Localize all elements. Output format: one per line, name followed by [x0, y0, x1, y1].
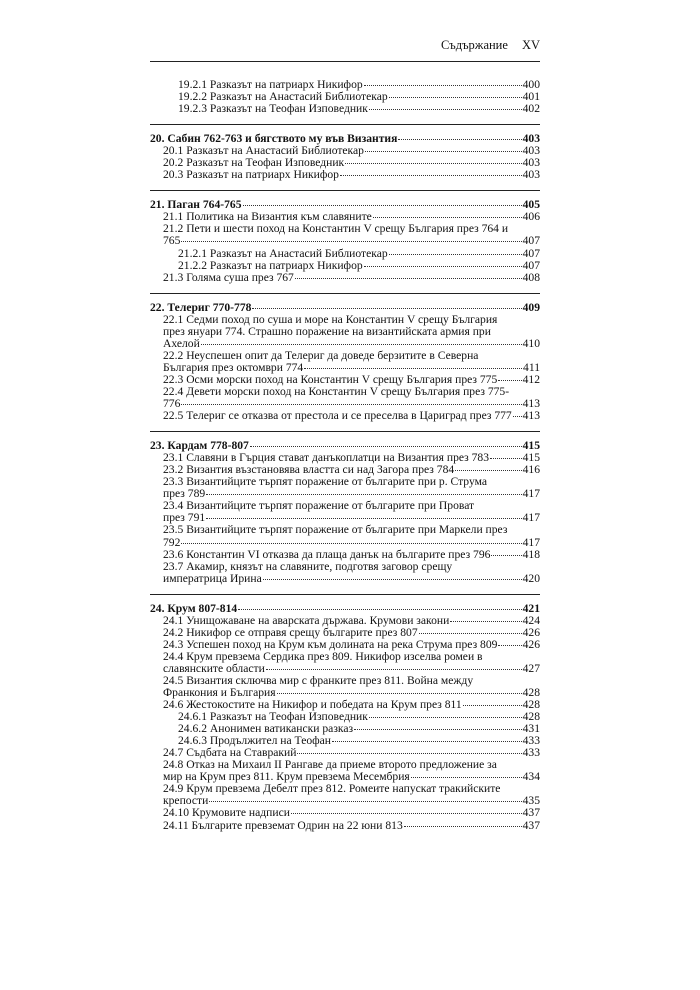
entry-line: 22.2 Неуспешен опит да Телериг да доведе берзитите в Северна: [163, 348, 479, 362]
entry-page-number: 407: [522, 246, 540, 260]
entry-page-number: 431: [522, 722, 540, 736]
entry-page-number: 426: [522, 637, 540, 651]
entry-title: крепости: [163, 794, 209, 808]
toc-entry: [150, 350, 540, 374]
dot-leader: [411, 777, 522, 778]
dot-leader: [263, 579, 522, 580]
dot-leader: [304, 368, 522, 369]
entry-page-number: 415: [522, 451, 540, 465]
entry-page-number: 433: [522, 734, 540, 748]
dot-leader: [455, 470, 521, 471]
dot-leader: [491, 555, 521, 556]
entry-title: 24. Крум 807-814: [150, 601, 238, 615]
entry-page-number: 405: [522, 198, 540, 212]
entry-title: 24.6.1 Разказът на Теофан Изповедник: [178, 710, 368, 724]
dot-leader: [490, 458, 522, 459]
entry-line: 23.4 Византийците търпят поражение от българите при Проват: [163, 499, 475, 513]
entry-row: [163, 573, 540, 585]
entry-title: 24.11 Българите превземат Одрин на 22 юни 813: [163, 818, 403, 832]
entry-title: 21.2.2 Разказът на патриарх Никифор: [178, 258, 363, 272]
entry-title: императрица Ирина: [163, 571, 262, 585]
toc-section: [150, 431, 540, 585]
dot-leader: [345, 163, 521, 164]
dot-leader: [389, 97, 522, 98]
toc-section: [150, 124, 540, 181]
dot-leader: [419, 633, 522, 634]
entry-title: 21.2.1 Разказът на Анастасий Библиотекар: [178, 246, 388, 260]
dot-leader: [181, 543, 521, 544]
entry-page-number: 424: [522, 613, 540, 627]
toc-entry: [150, 272, 540, 284]
entry-page-number: 411: [523, 360, 540, 374]
dot-leader: [209, 801, 521, 802]
entry-title: 792: [163, 535, 181, 549]
entry-page-number: 402: [522, 102, 540, 116]
dot-leader: [206, 518, 521, 519]
toc-entry: [150, 103, 540, 115]
entry-title: 24.1 Унищожаване на аварската държава. Крумови закони: [163, 613, 450, 627]
entry-page-number: 435: [522, 794, 540, 808]
toc-entry: [150, 783, 540, 807]
dot-leader: [463, 705, 522, 706]
toc-entry: [150, 476, 540, 500]
entry-title: България през октомври 774: [163, 360, 304, 374]
entry-title: 20.1 Разказът на Анастасий Библиотекар: [163, 144, 364, 158]
entry-row: [163, 272, 540, 284]
toc-entry: [150, 561, 540, 585]
dot-leader: [277, 693, 522, 694]
entry-page-number: 403: [522, 156, 540, 170]
entry-title: 20. Сабин 762-763 и бягството му във Византия: [150, 132, 398, 146]
entry-page-number: 428: [522, 698, 540, 712]
toc-entry: [150, 524, 540, 548]
chapter-heading: [150, 302, 540, 314]
entry-title: мир на Крум през 811. Крум превзема Месембрия: [163, 770, 410, 784]
entry-title: 24.10 Крумовите надписи: [163, 806, 290, 820]
entry-line: 24.9 Крум превзема Дебелт през 812. Ромеите напускат тракийските: [163, 782, 501, 796]
entry-page-number: 406: [522, 210, 540, 224]
entry-row: [163, 820, 540, 832]
entry-title: 19.2.3 Разказът на Теофан Изповедник: [178, 102, 368, 116]
entry-page-number: 427: [522, 661, 540, 675]
header-title: Съдържание: [440, 38, 508, 52]
entry-line: 23.7 Акамир, князът на славяните, подготвя заговор срещу: [163, 559, 453, 573]
header-rule: [150, 61, 540, 62]
toc-entry: [150, 615, 540, 627]
entry-title: 20.3 Разказът на патриарх Никифор: [163, 168, 339, 182]
entry-row: [163, 169, 540, 181]
entry-title: Франкония и България: [163, 686, 276, 700]
entry-page-number: 434: [522, 770, 540, 784]
toc-entry: [150, 314, 540, 350]
entry-title: 24.6.3 Продължител на Теофан: [178, 734, 331, 748]
entry-row: [163, 410, 540, 422]
entry-page-number: 403: [522, 168, 540, 182]
entry-page-number: 417: [522, 487, 540, 501]
toc-section: [150, 594, 540, 832]
entry-page-number: 415: [522, 439, 540, 453]
entry-title: 21.3 Голяма суша през 767: [163, 270, 294, 284]
dot-leader: [250, 446, 522, 447]
dot-leader: [364, 85, 522, 86]
entry-line: 24.8 Отказ на Михаил II Рангаве да приеме второто предложение за: [163, 758, 497, 772]
entry-page-number: 428: [522, 710, 540, 724]
dot-leader: [295, 278, 522, 279]
dot-leader: [373, 217, 522, 218]
entry-page-number: 400: [522, 78, 540, 91]
entry-page-number: 412: [522, 372, 540, 386]
entry-page-number: 433: [522, 746, 540, 760]
entry-page-number: 416: [522, 463, 540, 477]
entry-title: 20.2 Разказът на Теофан Изповедник: [163, 156, 345, 170]
entry-page-number: 420: [522, 571, 540, 585]
entry-line: през януари 774. Страшно поражение на византийската армия при: [163, 324, 491, 338]
entry-title: 23.6 Константин VI отказва да плаща данък на българите през 796: [163, 547, 491, 561]
entry-title: 24.3 Успешен поход на Крум към долината на река Струма през 809: [163, 637, 498, 651]
toc-entry: [150, 820, 540, 832]
dot-leader: [181, 404, 521, 405]
toc-entry: [150, 260, 540, 272]
toc-entry: [150, 500, 540, 524]
entry-title: 23. Кардам 778-807: [150, 439, 249, 453]
entry-title: 24.7 Съдбата на Ставракий: [163, 746, 297, 760]
dot-leader: [181, 241, 521, 242]
toc-section: [150, 79, 540, 115]
entry-row: [178, 248, 540, 260]
dot-leader: [266, 669, 522, 670]
entry-title: 24.2 Никифор се отправя срещу българите през 807: [163, 625, 418, 639]
dot-leader: [238, 609, 521, 610]
dot-leader: [513, 416, 522, 417]
entry-page-number: 437: [522, 806, 540, 820]
entry-line: 23.5 Византийците търпят поражение от българите при Маркели през: [163, 523, 508, 537]
table-of-contents: [150, 79, 540, 832]
entry-title: 24.6 Жестокостите на Никифор и победата на Крум през 811: [163, 698, 462, 712]
dot-leader: [389, 254, 522, 255]
dot-leader: [252, 308, 521, 309]
entry-page-number: 407: [522, 258, 540, 272]
entry-page-number: 408: [522, 270, 540, 284]
entry-page-number: 428: [522, 686, 540, 700]
entry-page-number: 421: [522, 601, 540, 615]
entry-title: 22.5 Телериг се отказва от престола и се преселва в Цариград през 777: [163, 409, 512, 423]
entry-title: Ахелой: [163, 336, 200, 350]
entry-line: 24.5 Византия сключва мир с франките през 811. Война между: [163, 673, 474, 687]
toc-section: [150, 293, 540, 422]
toc-entry: [150, 386, 540, 410]
entry-page-number: 413: [522, 397, 540, 411]
toc-entry: [150, 410, 540, 422]
entry-title: 21. Паган 764-765: [150, 198, 242, 212]
dot-leader: [365, 151, 522, 152]
entry-title: 765: [163, 234, 181, 248]
toc-entry: [150, 549, 540, 561]
entry-title: 23.2 Византия възстановява властта си над Загора през 784: [163, 463, 455, 477]
entry-page-number: 409: [522, 300, 540, 314]
entry-page-number: 426: [522, 625, 540, 639]
toc-entry: [150, 807, 540, 819]
entry-title: 19.2.1 Разказът на патриарх Никифор: [178, 78, 363, 91]
dot-leader: [369, 717, 522, 718]
dot-leader: [398, 139, 521, 140]
chapter-heading: [150, 603, 540, 615]
dot-leader: [201, 344, 522, 345]
entry-line: 24.4 Крум превзема Сердика през 809. Никифор изселва ромеи в: [163, 649, 483, 663]
entry-page-number: 407: [522, 234, 540, 248]
dot-leader: [498, 380, 521, 381]
entry-page-number: 410: [522, 336, 540, 350]
entry-row: [178, 260, 540, 272]
entry-title: през 789: [163, 487, 206, 501]
toc-entry: [150, 169, 540, 181]
dot-leader: [340, 175, 522, 176]
toc-entry: [150, 248, 540, 260]
entry-row: [163, 549, 540, 561]
entry-title: 19.2.2 Разказът на Анастасий Библиотекар: [178, 90, 388, 104]
toc-entry: [150, 223, 540, 247]
entry-row: [163, 537, 540, 549]
entry-page-number: 417: [522, 511, 540, 525]
dot-leader: [354, 729, 522, 730]
toc-entry: [150, 651, 540, 675]
entry-title: 22. Телериг 770-778: [150, 300, 252, 314]
entry-title: 24.6.2 Анонимен ватикански разказ: [178, 722, 354, 736]
entry-page-number: 413: [522, 409, 540, 423]
entry-page-number: 417: [522, 535, 540, 549]
entry-page-number: 403: [522, 132, 540, 146]
entry-line: 23.3 Византийците търпят поражение от българите при р. Струма: [163, 475, 488, 489]
dot-leader: [206, 494, 521, 495]
entry-title: 776: [163, 397, 181, 411]
dot-leader: [364, 266, 522, 267]
entry-row: [163, 807, 540, 819]
toc-entry: [150, 675, 540, 699]
dot-leader: [332, 741, 522, 742]
entry-title: през 791: [163, 511, 206, 525]
dot-leader: [291, 813, 522, 814]
entry-page-number: 401: [522, 90, 540, 104]
entry-line: 21.2 Пети и шести поход на Константин V срещу България през 764 и: [163, 222, 509, 236]
entry-line: 22.1 Седми поход по суша и море на Константин V срещу България: [163, 312, 498, 326]
dot-leader: [369, 109, 522, 110]
dot-leader: [404, 826, 522, 827]
toc-section: [150, 190, 540, 283]
header-page-number: XV: [521, 38, 540, 52]
entry-title: 21.1 Политика на Византия към славяните: [163, 210, 372, 224]
dot-leader: [297, 753, 521, 754]
entry-row: [178, 103, 540, 115]
dot-leader: [450, 621, 521, 622]
entry-row: [163, 235, 540, 247]
entry-title: славянските области: [163, 661, 265, 675]
dot-leader: [498, 645, 521, 646]
entry-title: 22.3 Осми морски поход на Константин V срещу България през 775: [163, 372, 498, 386]
entry-page-number: 403: [522, 144, 540, 158]
dot-leader: [243, 205, 522, 206]
entry-line: 22.4 Девети морски поход на Константин V срещу България през 775-: [163, 384, 510, 398]
running-header: [150, 38, 540, 53]
entry-row: [163, 615, 540, 627]
entry-title: 23.1 Славяни в Гърция стават данъкоплатци на Византия през 783: [163, 451, 490, 465]
toc-entry: [150, 759, 540, 783]
entry-page-number: 418: [522, 547, 540, 561]
entry-page-number: 437: [522, 818, 540, 832]
